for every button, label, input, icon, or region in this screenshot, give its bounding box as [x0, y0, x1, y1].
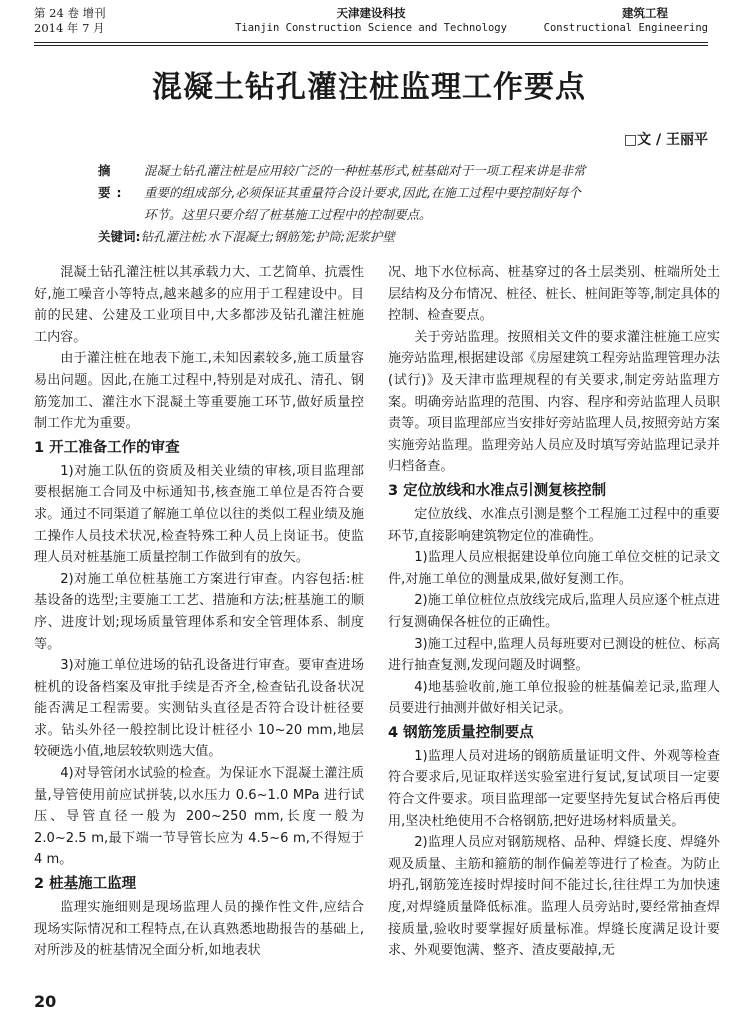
abstract-label: 摘 要: [98, 163, 128, 200]
page-number: 20 [34, 992, 57, 1011]
section-name-cn: 建筑工程 [622, 6, 668, 20]
body-paragraph: 1)对施工队伍的资质及相关业绩的审核,项目监理部要根据施工合同及中标通知书,核查施工单位是否符合要求。通过不同渠道了解施工单位以往的类似工程业绩及施工操作人员技术状况,检查特殊工种人员上岗证书。使监理人员对桩基施工质量控制工作做到有的放矢。 [34, 463, 364, 566]
body-paragraph: 1)监理人员对进场的钢筋质量证明文件、外观等检查符合要求后,见证取样送实验室进行复试,复试项目一定要符合文件要求。项目监理部一定要坚持先复试合格后再使用,坚决杜绝使用不合格钢筋,把好进场材料质量关。 [388, 748, 720, 829]
body-paragraph: 3)施工过程中,监理人员每班要对已测设的桩位、标高进行抽查复测,发现问题及时调整。 [388, 636, 720, 674]
keywords-label: 关键词: [98, 229, 141, 244]
body-paragraph: 1)监理人员应根据建设单位向施工单位交桩的记录文件,对施工单位的测量成果,做好复测工作。 [388, 550, 720, 587]
abstract-line: 环节。这里只要介绍了桩基施工过程中的控制要点。 [144, 207, 432, 222]
body-paragraph: 4)地基验收前,施工单位报验的桩基偏差记录,监理人员要进行抽测并做好相关记录。 [388, 679, 720, 717]
article-author: □文 / 王丽平 [623, 132, 708, 148]
abstract-block [98, 160, 668, 248]
section-heading: 2 桩基施工监理 [34, 876, 137, 893]
section-heading: 3 定位放线和水准点引测复核控制 [388, 482, 607, 499]
journal-name-en: Tianjin Construction Science and Technology [235, 22, 507, 34]
section-heading: 1 开工准备工作的审查 [34, 439, 180, 456]
body-paragraph: 2)对施工单位桩基施工方案进行审查。内容包括:桩基设备的选型;主要施工工艺、措施和方法;桩基施工的顺序、进度计划;现场质量管理体系和安全管理体系、制度等。 [34, 571, 364, 652]
body-paragraph: 监理实施细则是现场监理人员的操作性文件,应结合现场实际情况和工程特点,在认真熟悉地勘报告的基础上,对所涉及的桩基情况全面分析,如地表状 [34, 900, 364, 959]
body-paragraph: 况、地下水位标高、桩基穿过的各土层类别、桩端所处土层结构及分布情况、桩径、桩长、桩间距等等,制定具体的控制、检查要点。 [388, 265, 720, 324]
header-rule [34, 42, 708, 43]
body-paragraph: 2)施工单位桩位点放线完成后,监理人员应逐个桩点进行复测确保各桩位的正确性。 [388, 593, 720, 630]
body-column-right [388, 262, 720, 962]
body-paragraph: 3)对施工单位进场的钻孔设备进行审查。要审查进场桩机的设备档案及审批手续是否齐全,检查钻孔设备状况能否满足工程需要。实测钻头直径是否符合设计桩径要求。钻头外径一般控制比设计桩径小 10~20 mm,地层较硬选小值,地层较软则选大值。 [34, 658, 364, 760]
volume-label: 第 24 卷 增刊 [34, 6, 106, 20]
journal-name-cn: 天津建设科技 [336, 6, 406, 20]
abstract-line: 混凝土钻孔灌注桩是应用较广泛的一种桩基形式,桩基础对于一项工程来讲是非常 [144, 163, 586, 178]
section-heading: 4 钢筋笼质量控制要点 [388, 724, 534, 741]
body-paragraph: 2)监理人员应对钢筋规格、品种、焊缝长度、焊缝外观及质量、主筋和箍筋的制作偏差等进行了检查。为防止坍孔,钢筋笼连接时焊接时间不能过长,往往焊工为加快速度,对焊缝质量降低标准。监理人员旁站时,要经常抽查焊接质量,验收时要掌握好质量标准。焊缝长度满足设计要求、外观要饱满、整齐、渣皮要敲掉,无 [388, 835, 720, 959]
header-rule-secondary [34, 45, 708, 46]
section-info [544, 6, 708, 36]
body-paragraph: 混凝土钻孔灌注桩以其承载力大、工艺简单、抗震性好,施工噪音小等特点,越来越多的应用于工程建设中。目前的民建、公建及工业项目中,大多都涉及钻孔灌注桩施工内容。 [34, 265, 364, 345]
body-paragraph: 定位放线、水准点引测是整个工程施工过程中的重要环节,直接影响建筑物定位的准确性。 [388, 506, 720, 544]
body-paragraph: 4)对导管闭水试验的检查。为保证水下混凝土灌注质量,导管使用前应试拼装,以水压力 0.6~1.0 MPa 进行试压、导管直径一般为 200~250 mm,长度一般为 2.0~2.5 m,最下端一节导管长应为 4.5~6 m,不得短于 4 m。 [34, 766, 364, 868]
date-label: 2014 年 7 月 [34, 21, 105, 35]
running-header [34, 6, 708, 40]
keywords-text: 钻孔灌注桩;水下混凝土;钢筋笼;护筒;泥浆护壁 [140, 229, 395, 244]
body-paragraph: 由于灌注桩在地表下施工,未知因素较多,施工质量容易出问题。因此,在施工过程中,特别是对成孔、清孔、钢筋笼加工、灌注水下混凝土等重要施工环节,做好质量控制工作尤为重要。 [34, 351, 364, 432]
article-title: 混凝土钻孔灌注桩监理工作要点 [152, 70, 586, 105]
body-paragraph: 关于旁站监理。按照相关文件的要求灌注桩施工应实施旁站监理,根据建设部《房屋建筑工程旁站监理管理办法(试行)》及天津市监理规程的有关要求,制定旁站监理方案。明确旁站监理的范围、内容、程序和旁站监理人员职责等。项目监理部应当安排好旁站监理人员,按照旁站方案实施旁站监理。监理旁站人员应及时填写旁站监理记录并归档备查。 [388, 329, 720, 475]
abstract-line: 重要的组成部分,必须保证其重量符合设计要求,因此,在施工过程中要控制好每个 [144, 185, 581, 200]
section-name-en: Constructional Engineering [543, 22, 708, 34]
body-column-left [34, 262, 364, 962]
